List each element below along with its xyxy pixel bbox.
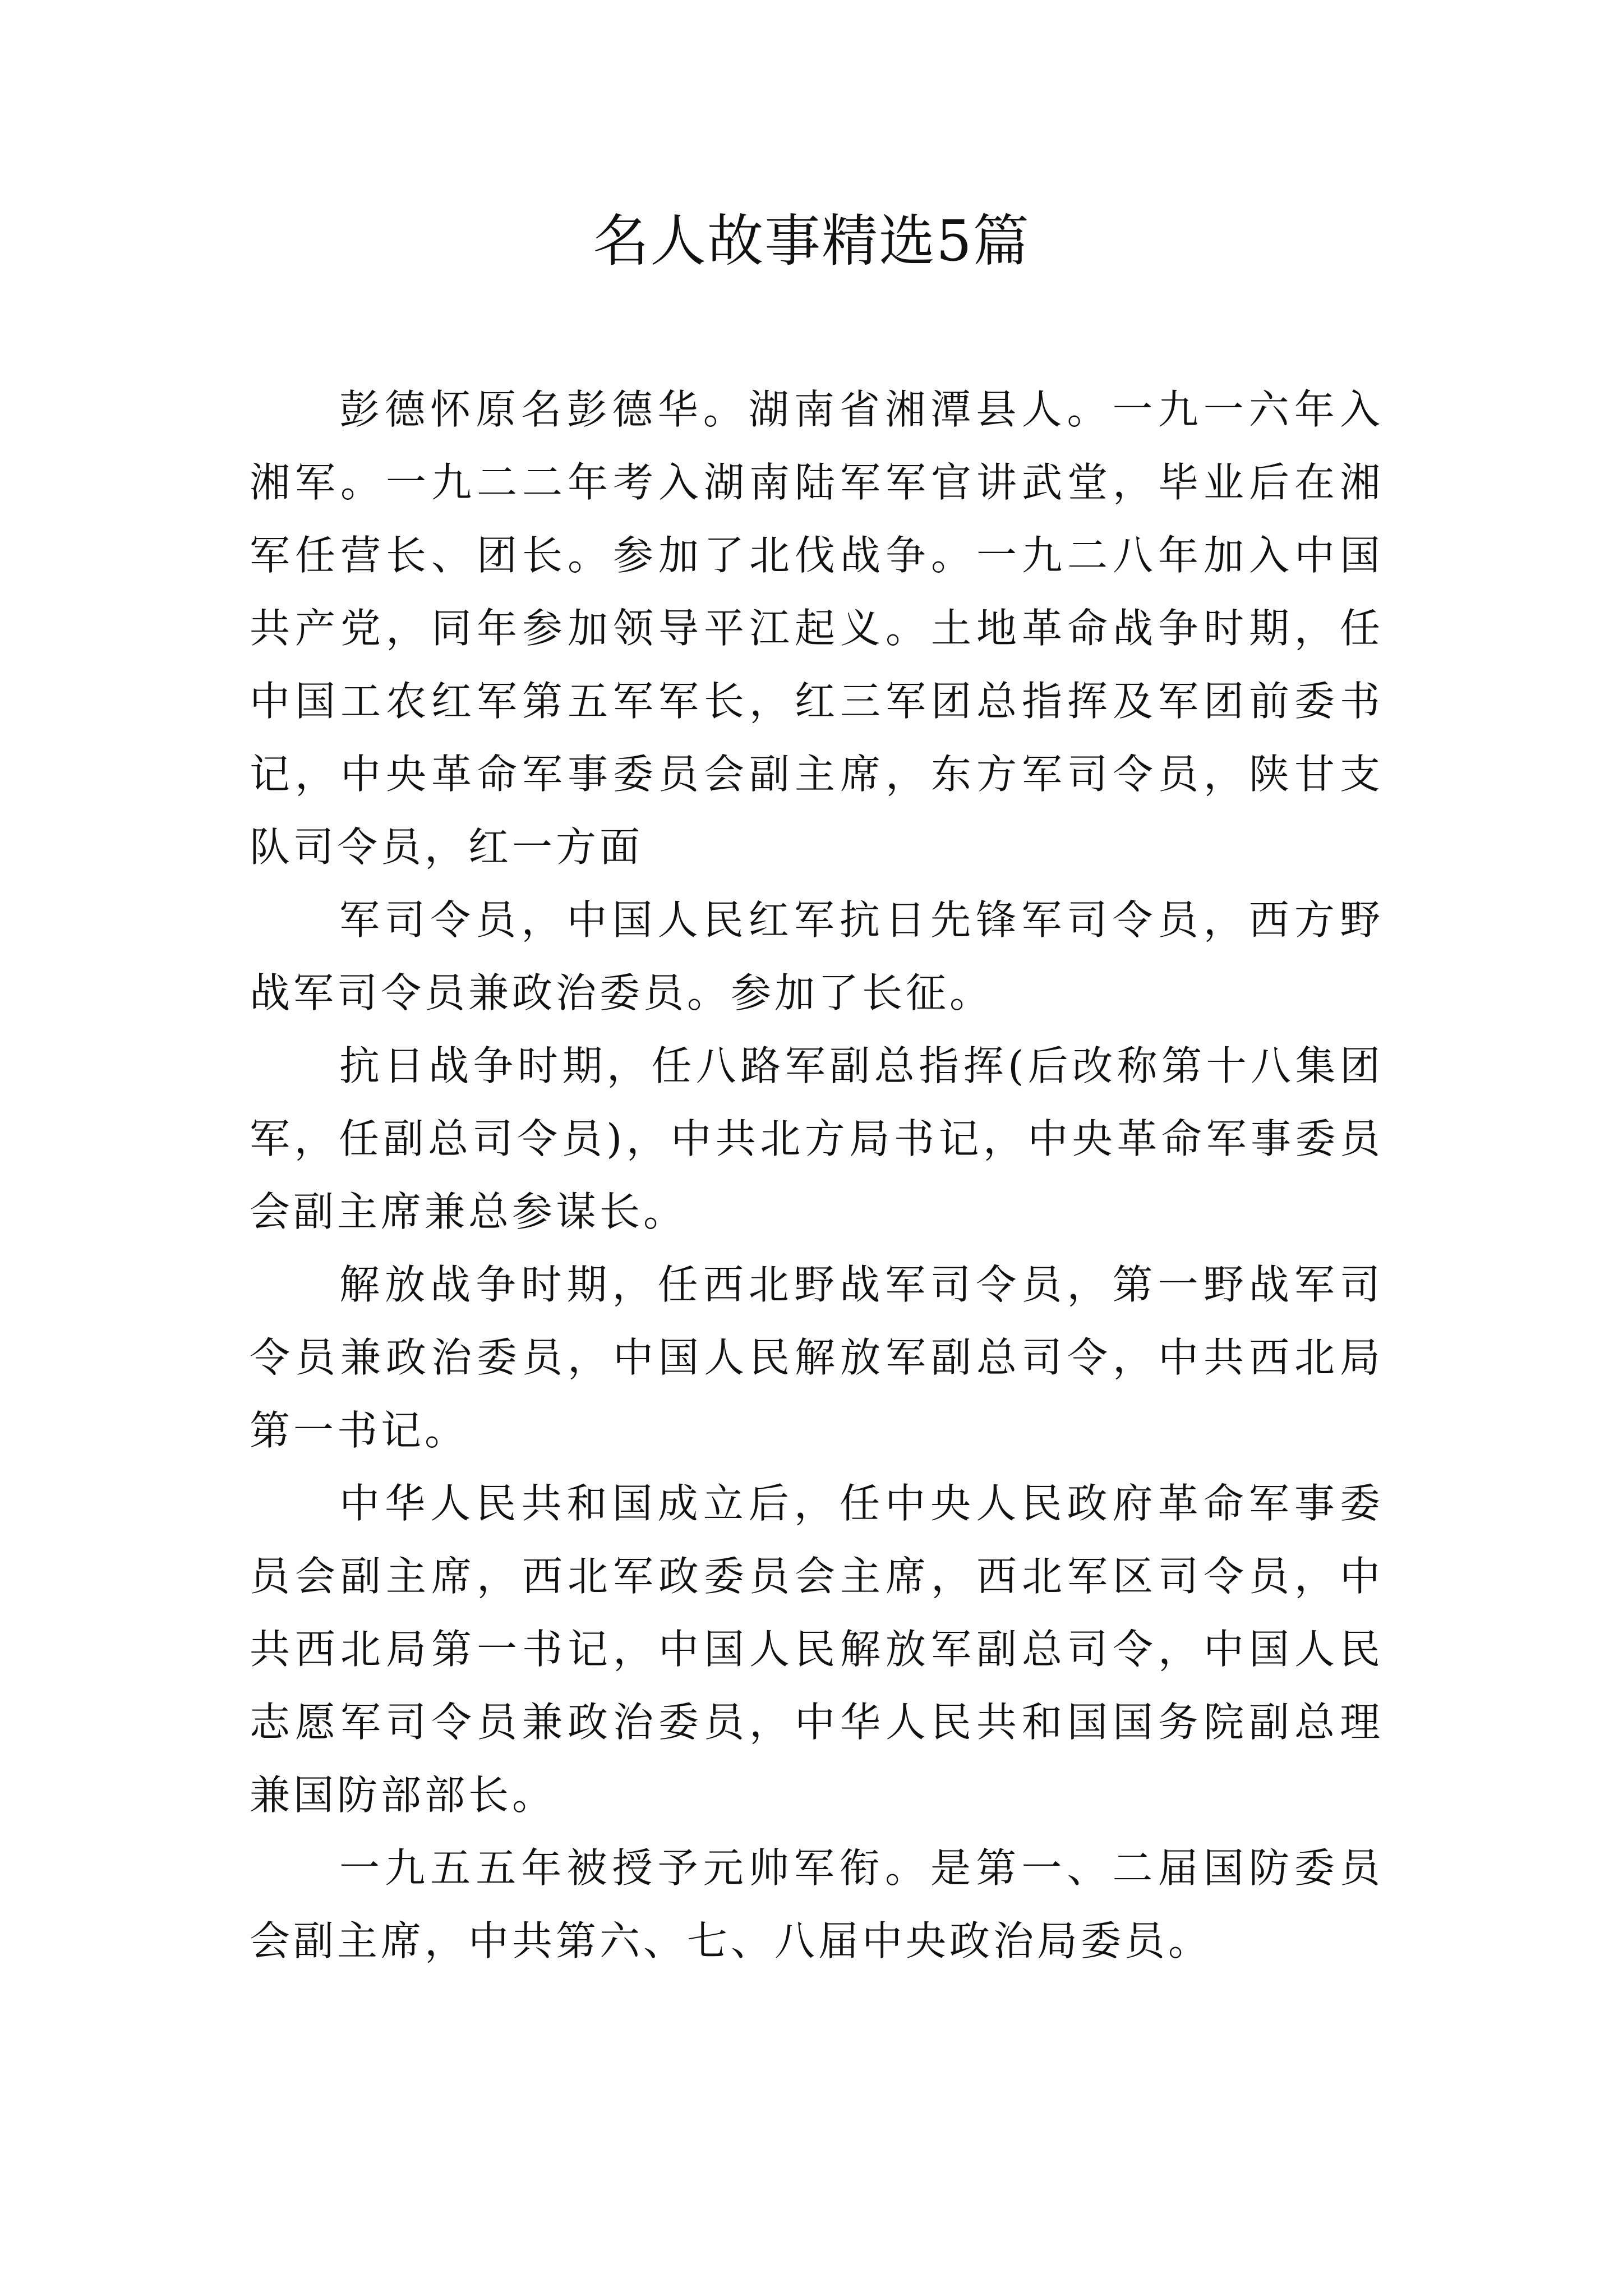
paragraph: 一九五五年被授予元帅军衔。是第一、二届国防委员会副主席，中共第六、七、八届中央政治局委员。 — [250, 1844, 1384, 1964]
paragraph: 军司令员，中国人民红军抗日先锋军司令员，西方野战军司令员兼政治委员。参加了长征。 — [250, 896, 1384, 1016]
document-title: 名人故事精选5篇 — [593, 208, 1030, 274]
paragraph: 解放战争时期，任西北野战军司令员，第一野战军司令员兼政治委员，中国人民解放军副总司令，中共西北局第一书记。 — [250, 1261, 1384, 1454]
document-body — [250, 373, 1384, 1977]
paragraph: 中华人民共和国成立后，任中央人民政府革命军事委员会副主席，西北军政委员会主席，西北军区司令员，中共西北局第一书记，中国人民解放军副总司令，中国人民志愿军司令员兼政治委员，中华人民共和国国务院副总理兼国防部部长。 — [250, 1480, 1384, 1819]
paragraph: 彭德怀原名彭德华。湖南省湘潭县人。一九一六年入湘军。一九二二年考入湖南陆军军官讲武堂，毕业后在湘军任营长、团长。参加了北伐战争。一九二八年加入中国共产党，同年参加领导平江起义。土地革命战争时期，任中国工农红军第五军军长，红三军团总指挥及军团前委书记，中央革命军事委员会副主席，东方军司令员，陕甘支队司令员，红一方面 — [250, 386, 1384, 871]
paragraph: 抗日战争时期，任八路军副总指挥(后改称第十八集团军，任副总司令员)，中共北方局书记，中央革命军事委员会副主席兼总参谋长。 — [250, 1042, 1384, 1235]
